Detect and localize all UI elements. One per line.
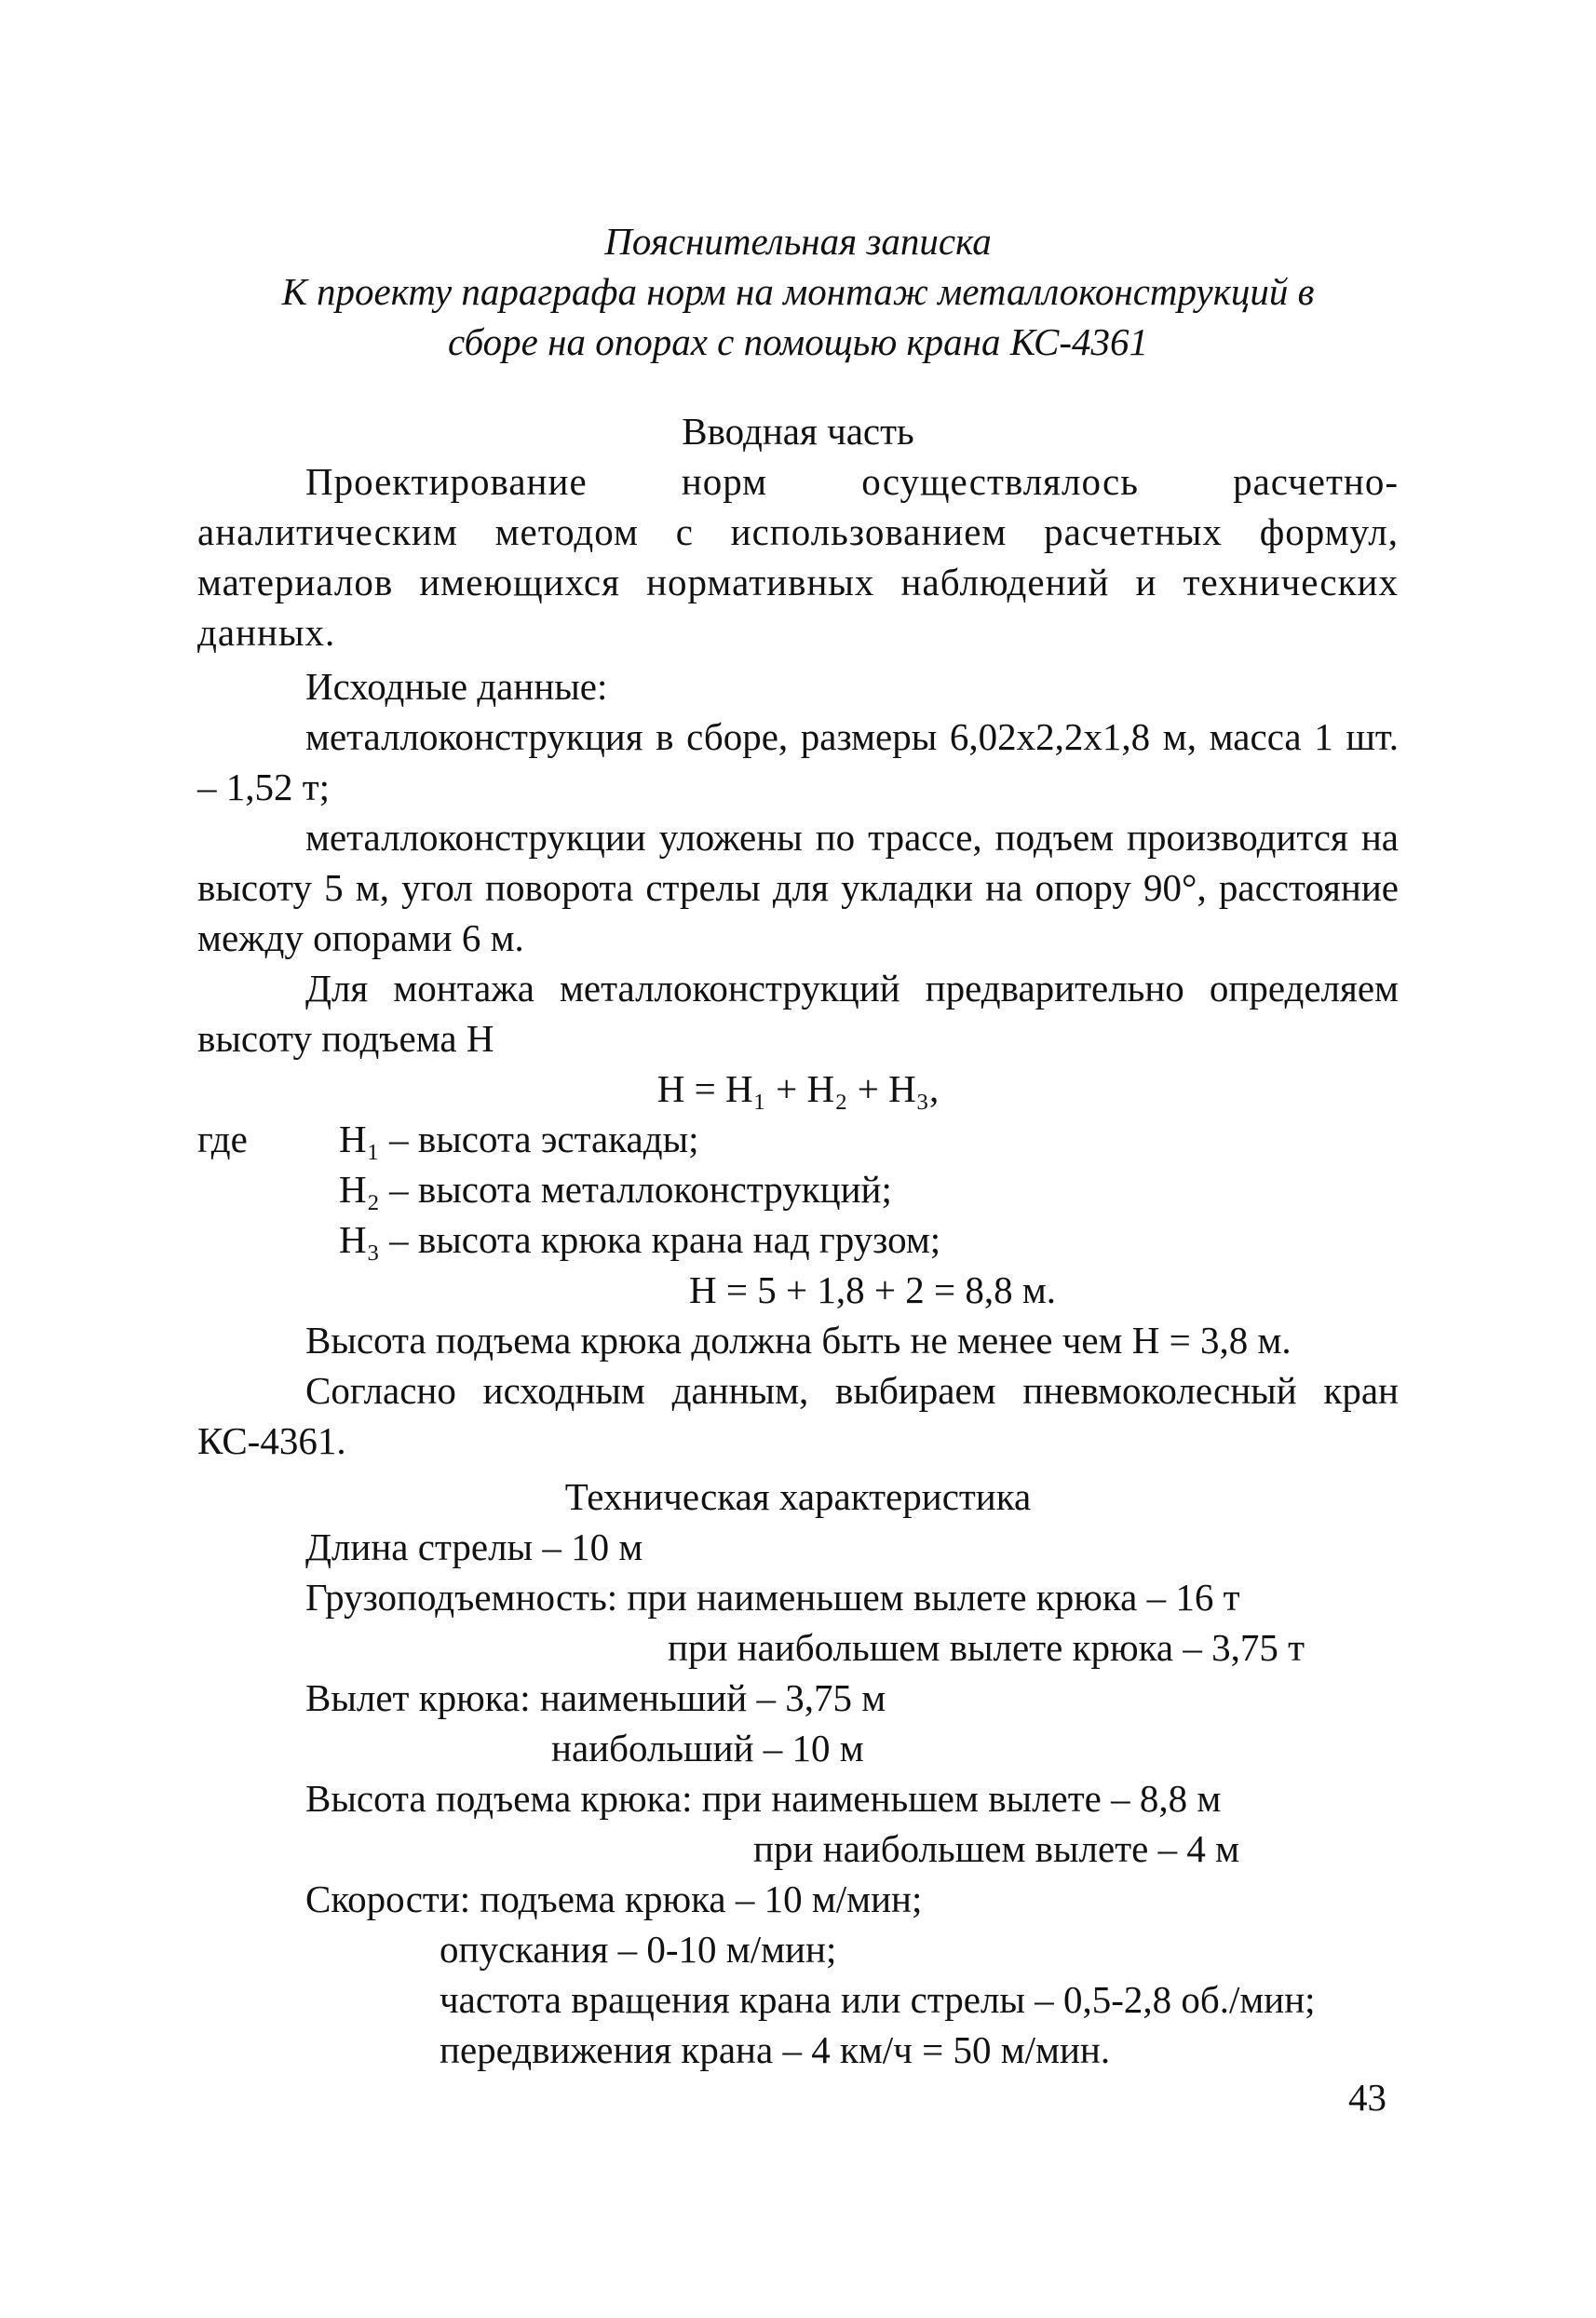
where-block	[197, 1114, 1399, 1164]
spec-lift-max: при наибольшем вылете – 4 м	[753, 1827, 1240, 1870]
spec-capacity-max: при наибольшем вылете крюка – 3,75 т	[668, 1626, 1305, 1669]
page-number: 43	[1348, 2076, 1386, 2119]
title-line-2: К проекту параграфа норм на монтаж металлоконструкций в	[281, 270, 1315, 313]
title-line-1: Пояснительная записка	[604, 220, 992, 263]
h3-definition: Н₃ – высота крюка крана над грузом;	[339, 1218, 941, 1261]
spec-speed-travel: передвижения крана – 4 км/ч = 50 м/мин.	[440, 2028, 1111, 2071]
where-label: где	[197, 1118, 248, 1160]
h2-definition: Н₂ – высота металлоконструкций;	[339, 1168, 892, 1211]
h1-definition: Н₁ – высота эстакады;	[339, 1118, 699, 1160]
title-line-3: сборе на опорах с помощью крана КС-4361	[447, 320, 1149, 363]
spec-boom-length: Длина стрелы – 10 м	[305, 1525, 643, 1568]
height-formula: Н = Н₁ + Н₂ + Н₃,	[656, 1067, 940, 1110]
intro-paragraph-4: Согласно исходным данным, выбираем пневмоколесный кран КС-4361.	[197, 1369, 1399, 1462]
spec-lift-min: Высота подъема крюка: при наименьшем вылете – 8,8 м	[305, 1777, 1222, 1820]
spec-speed-lift: Скорости: подъема крюка – 10 м/мин;	[305, 1877, 923, 1920]
intro-paragraph-3: Высота подъема крюка должна быть не менее чем Н = 3,8 м.	[305, 1319, 1292, 1362]
intro-paragraph-1: Проектирование норм осуществлялось расчетно-аналитическим методом с использованием расчетных формул, материалов имеющихся нормативных наблюдений и технических данных.	[197, 460, 1399, 654]
spec-reach-max: наибольший – 10 м	[551, 1727, 864, 1769]
spec-heading: Техническая характеристика	[564, 1475, 1032, 1518]
source-item-2: металлоконструкции уложены по трассе, подъем производится на высоту 5 м, угол поворота стрелы для укладки на опору 90°, расстояние между опорами 6 м.	[197, 816, 1399, 959]
spec-capacity-min: Грузоподъемность: при наименьшем вылете крюка – 16 т	[305, 1576, 1240, 1619]
source-data-label: Исходные данные:	[305, 665, 608, 708]
height-calculation: Н = 5 + 1,8 + 2 = 8,8 м.	[688, 1268, 1057, 1311]
spec-reach-min: Вылет крюка: наименьший – 3,75 м	[305, 1676, 886, 1719]
intro-heading: Вводная часть	[682, 410, 914, 453]
spec-speed-lower: опускания – 0-10 м/мин;	[440, 1928, 837, 1971]
spec-speed-rotation: частота вращения крана или стрелы – 0,5-2,8 об./мин;	[440, 1978, 1316, 2021]
source-item-1: металлоконструкция в сборе, размеры 6,02х2,2х1,8 м, масса 1 шт. – 1,52 т;	[197, 715, 1399, 808]
intro-paragraph-2: Для монтажа металлоконструкций предварительно определяем высоту подъема Н	[197, 967, 1399, 1060]
document-page	[197, 216, 1399, 2075]
